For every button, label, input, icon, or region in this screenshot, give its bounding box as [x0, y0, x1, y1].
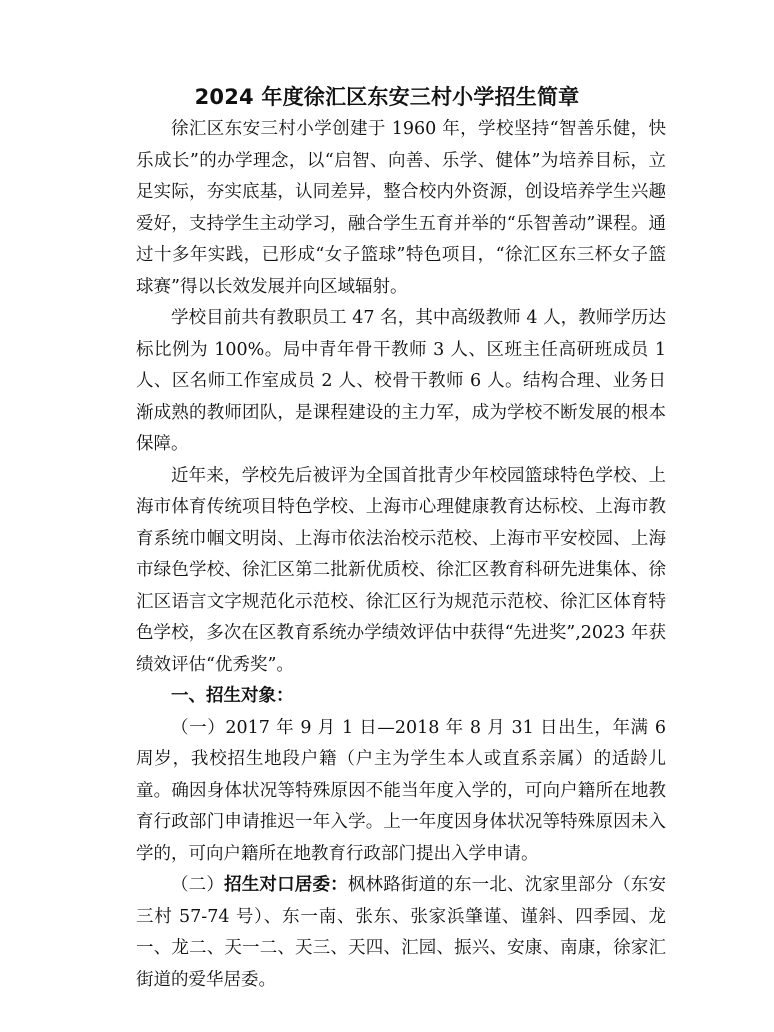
paragraph-honors: 近年来，学校先后被评为全国首批青少年校园篮球特色学校、上海市体育传统项目特色学校、上海市心理健康教育达标校、上海市教育系统巾帼文明岗、上海市依法治校示范校、上海市平安校园、上海市绿色学校、徐汇区第二批新优质校、徐汇区教育科研先进集体、徐汇区语言文字规范化示范校、徐汇区行为规范示范校、徐汇区体育特色学校，多次在区教育系统办学绩效评估中获得“先进奖”,2023 年获绩效评估“优秀奖”。: [136, 465, 666, 675]
document-title: 2024 年度徐汇区东安三村小学招生简章: [194, 85, 580, 109]
section-heading-enrollment-target: 一、招生对象：: [171, 686, 294, 706]
subheading-committees: 招生对口居委：: [224, 875, 348, 895]
paragraph-school-intro: 徐汇区东安三村小学创建于 1960 年，学校坚持“智善乐健，快乐成长”的办学理念，以“启智、向善、乐学、健体”为培养目标，立足实际，夯实底基，认同差异，整合校内外资源，创设培养学生兴趣爱好，支持学生主动学习，融合学生五育并举的“乐智善动”课程。通过十多年实践，已形成“女子篮球”特色项目，“徐汇区东三杯女子篮球赛”得以长效发展并向区域辐射。: [136, 119, 666, 297]
document-body: [136, 114, 666, 996]
paragraph-enrollment-age: （一）2017 年 9 月 1 日—2018 年 8 月 31 日出生，年满 6 周岁，我校招生地段户籍（户主为学生本人或直系亲属）的适龄儿童。确因身体状况等特殊原因不能当年度入学的，可向户籍所在地教育行政部门申请推迟一年入学。上一年度因身体状况等特殊原因未入学的，可向户籍所在地教育行政部门提出入学申请。: [136, 717, 666, 864]
committee-list: 枫林路街道的东一北、沈家里部分（东安三村 57-74 号）、东一南、张东、张家浜肇谨、谨斜、四季园、龙一、龙二、天一二、天三、天四、汇园、振兴、安康、南康，徐家汇街道的爱华居委。: [136, 875, 667, 990]
paragraph-staff: 学校目前共有教职员工 47 名，其中高级教师 4 人，教师学历达标比例为 100%。局中青年骨干教师 3 人、区班主任高研班成员 1 人、区名师工作室成员 2 人、校骨干教师 6 人。结构合理、业务日渐成熟的教师团队，是课程建设的主力军，成为学校不断发展的根本保障。: [136, 308, 666, 454]
paragraph-enrollment-area: [136, 870, 666, 996]
item-number: （二）: [171, 875, 225, 895]
